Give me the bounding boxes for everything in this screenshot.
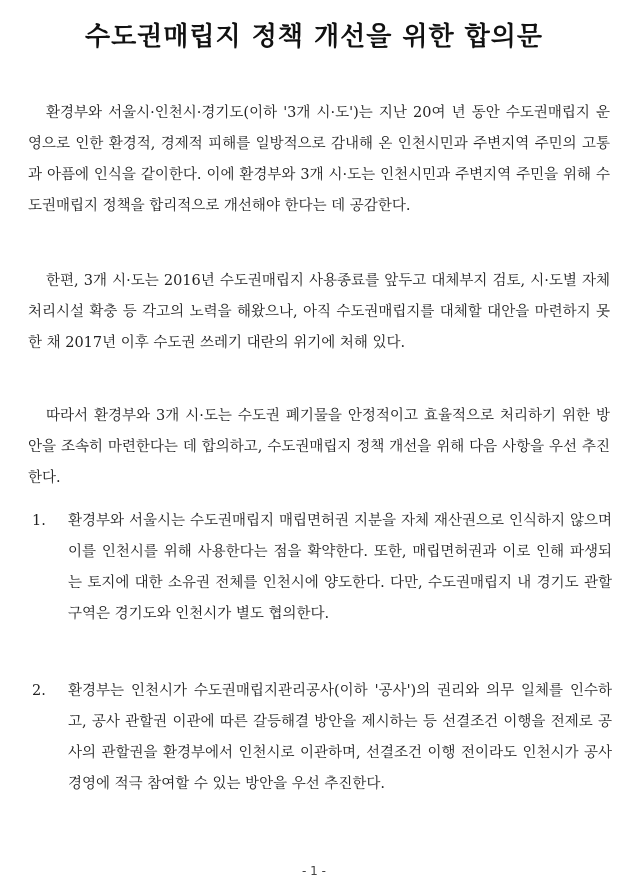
list-item <box>32 506 612 630</box>
list-item-number: 2. <box>32 683 46 699</box>
paragraph-background: 한편, 3개 시·도는 2016년 수도권매립지 사용종료를 앞두고 대체부지 검토, 시·도별 자체 처리시설 확충 등 각고의 노력을 해왔으나, 아직 수도권매립지를 대체할 대안을 마련하지 못한 채 2017년 이후 수도권 쓰레기 대란의 위기에 처해 있다. <box>28 273 610 351</box>
list-item-number: 1. <box>32 513 46 529</box>
document-title: 수도권매립지 정책 개선을 위한 합의문 <box>84 22 544 52</box>
paragraph-agreement: 따라서 환경부와 3개 시·도는 수도권 폐기물을 안정적이고 효율적으로 처리하기 위한 방안을 조속히 마련한다는 데 합의하고, 수도권매립지 정책 개선을 위해 다음 사항을 우선 추진한다. <box>28 408 610 486</box>
list-item-text: 환경부는 인천시가 수도권매립지관리공사(이하 '공사')의 권리와 의무 일체를 인수하고, 공사 관할권 이관에 따른 갈등해결 방안을 제시하는 등 선결조건 이행을 전제로 공사의 관할권을 환경부에서 인천시로 이관하며, 선결조건 이행 전이라도 인천시가 공사경영에 적극 참여할 수 있는 방안을 우선 추진한다. <box>68 683 612 792</box>
list-item-text: 환경부와 서울시는 수도권매립지 매립면허권 지분을 자체 재산권으로 인식하지 않으며 이를 인천시를 위해 사용한다는 점을 확약한다. 또한, 매립면허권과 이로 인해 파생되는 토지에 대한 소유권 전체를 인천시에 양도한다. 다만, 수도권매립지 내 경기도 관할구역은 경기도와 인천시가 별도 협의한다. <box>68 513 612 622</box>
page-number: - 1 - <box>302 864 326 878</box>
list-item <box>32 676 612 800</box>
paragraph-intro: 환경부와 서울시·인천시·경기도(이하 '3개 시·도')는 지난 20여 년 동안 수도권매립지 운영으로 인한 환경적, 경제적 피해를 일방적으로 감내해 온 인천시민과 주변지역 주민의 고통과 아픔에 인식을 같이한다. 이에 환경부와 3개 시·도는 인천시민과 주변지역 주민을 위해 수도권매립지 정책을 합리적으로 개선해야 한다는 데 공감한다. <box>28 105 610 214</box>
